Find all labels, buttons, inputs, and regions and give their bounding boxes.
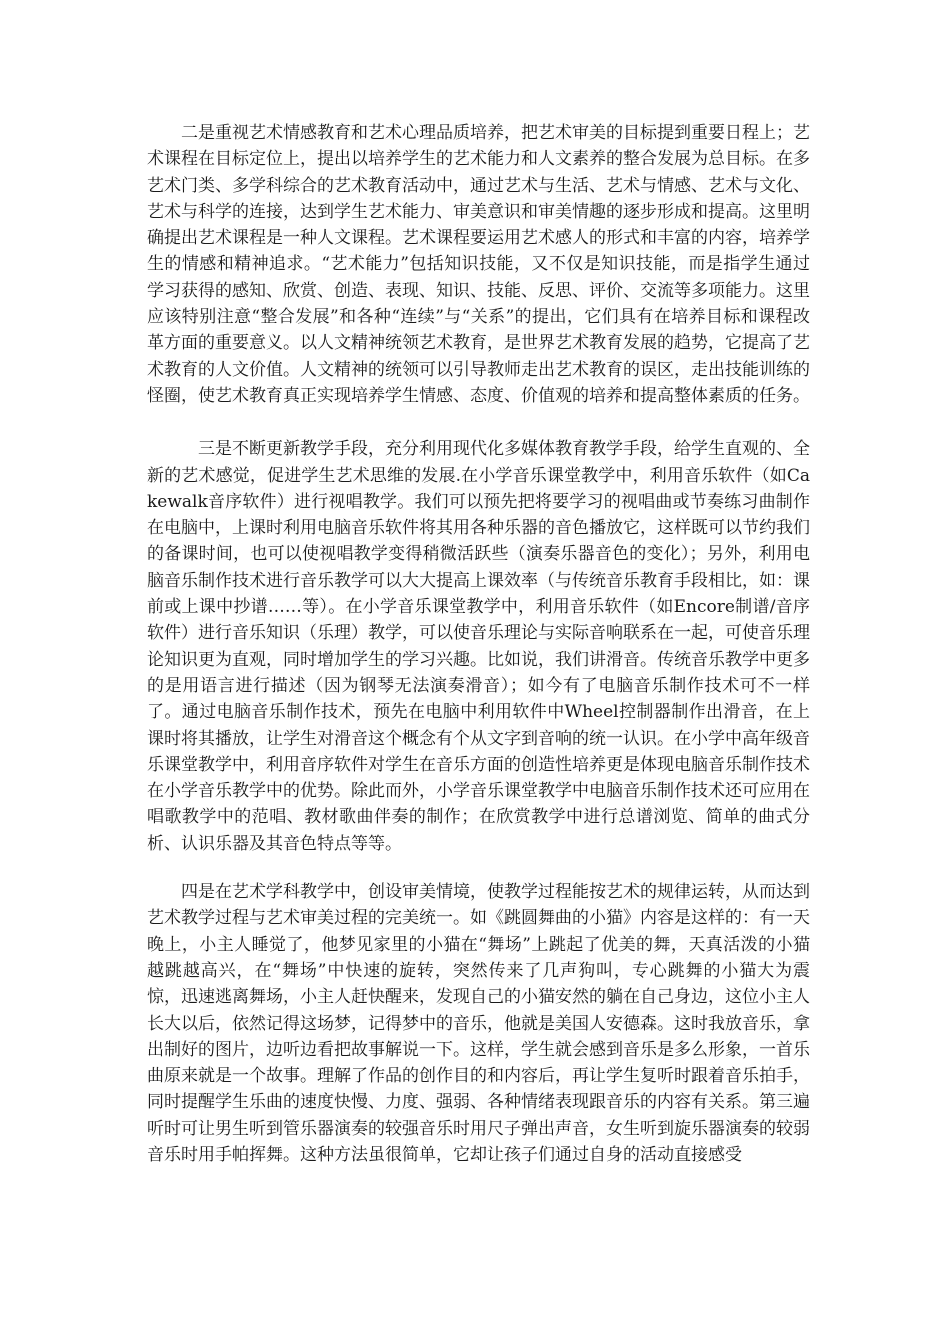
paragraph-aesthetic-situation: 四是在艺术学科教学中，创设审美情境，使教学过程能按艺术的规律运转，从而达到艺术教学过程与艺术审美过程的完美统一。如《跳圆舞曲的小猫》内容是这样的：有一天晚上，小主人睡觉了，他梦见家里的小猫在“舞场”上跳起了优美的舞，天真活泼的小猫越跳越高兴，在“舞场”中快速的旋转，突然传来了几声狗叫，专心跳舞的小猫大为震惊，迅速逃离舞场，小主人赶快醒来，发现自己的小猫安然的躺在自己身边，这位小主人长大以后，依然记得这场梦，记得梦中的音乐，他就是美国人安德森。这时我放音乐，拿出制好的图片，边听边看把故事解说一下。这样，学生就会感到音乐是多么形象，一首乐曲原来就是一个故事。理解了作品的创作目的和内容后，再让学生复听时跟着音乐拍手，同时提醒学生乐曲的速度快慢、力度、强弱、各种情绪表现跟音乐的内容有关系。第三遍听时可让男生听到管乐器演奏的较强音乐时用尺子弹出声音，女生听到旋乐器演奏的较弱音乐时用手帕挥舞。这种方法虽很简单，它却让孩子们通过自身的活动直接感受 <box>147 882 810 1165</box>
paragraph-art-emotion-education: 二是重视艺术情感教育和艺术心理品质培养，把艺术审美的目标提到重要日程上；艺术课程在目标定位上，提出以培养学生的艺术能力和人文素养的整合发展为总目标。在多艺术门类、多学科综合的艺术教育活动中，通过艺术与生活、艺术与情感、艺术与文化、艺术与科学的连接，达到学生艺术能力、审美意识和审美情趣的逐步形成和提高。这里明确提出艺术课程是一种人文课程。艺术课程要运用艺术感人的形式和丰富的内容，培养学生的情感和精神追求。“艺术能力”包括知识技能，又不仅是知识技能，而是指学生通过学习获得的感知、欣赏、创造、表现、知识、技能、反思、评价、交流等多项能力。这里应该特别注意“整合发展”和各种“连续”与“关系”的提出，它们具有在培养目标和课程改革方面的重要意义。以人文精神统领艺术教育，是世界艺术教育发展的趋势，它提高了艺术教育的人文价值。人文精神的统领可以引导教师走出艺术教育的误区，走出技能训练的怪圈，使艺术教育真正实现培养学生情感、态度、价值观的培养和提高整体素质的任务。 <box>147 123 810 406</box>
document-body <box>147 120 810 1168</box>
paragraph-multimedia-teaching: 三是不断更新教学手段，充分利用现代化多媒体教育教学手段，给学生直观的、全新的艺术感觉，促进学生艺术思维的发展.在小学音乐课堂教学中，利用音乐软件（如Cakewalk音序软件）进行视唱教学。我们可以预先把将要学习的视唱曲或节奏练习曲制作在电脑中，上课时利用电脑音乐软件将其用各种乐器的音色播放它，这样既可以节约我们的备课时间，也可以使视唱教学变得稍微活跃些（演奏乐器音色的变化）；另外，利用电脑音乐制作技术进行音乐教学可以大大提高上课效率（与传统音乐教育手段相比，如：课前或上课中抄谱……等）。在小学音乐课堂教学中，利用音乐软件（如Encore制谱/音序软件）进行音乐知识（乐理）教学，可以使音乐理论与实际音响联系在一起，可使音乐理论知识更为直观，同时增加学生的学习兴趣。比如说，我们讲滑音。传统音乐教学中更多的是用语言进行描述（因为钢琴无法演奏滑音）；如今有了电脑音乐制作技术可不一样了。通过电脑音乐制作技术，预先在电脑中利用软件中Wheel控制器制作出滑音，在上课时将其播放，让学生对滑音这个概念有个从文字到音响的统一认识。在小学中高年级音乐课堂教学中，利用音序软件对学生在音乐方面的创造性培养更是体现电脑音乐制作技术在小学音乐教学中的优势。除此而外，小学音乐课堂教学中电脑音乐制作技术还可应用在唱歌教学中的范唱、教材歌曲伴奏的制作；在欣赏教学中进行总谱浏览、简单的曲式分析、认识乐器及其音色特点等等。 <box>147 439 810 854</box>
